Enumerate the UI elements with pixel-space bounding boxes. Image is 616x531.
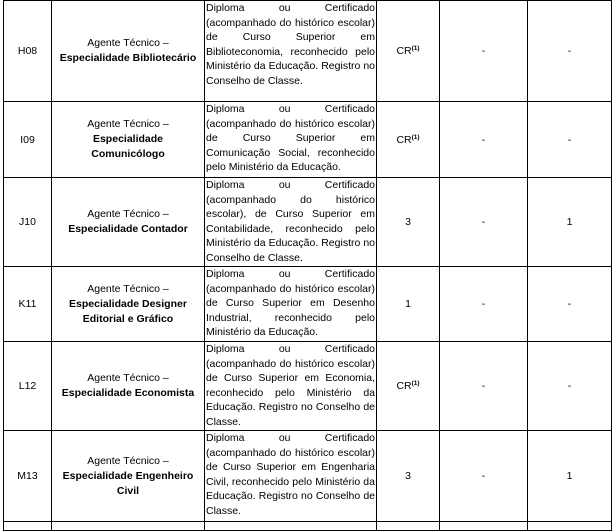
vacancies-pcd: - xyxy=(440,178,528,267)
vacancies-pcd: - xyxy=(440,1,528,102)
job-code: H08 xyxy=(4,1,52,102)
vacancies-table xyxy=(3,0,612,531)
vacancies-pcd: - xyxy=(440,431,528,522)
table-row xyxy=(4,267,612,342)
vacancies-other: 1 xyxy=(528,431,612,522)
vacancies-other: - xyxy=(528,102,612,178)
job-title: Agente Técnico – Especialidade Economista xyxy=(52,342,205,431)
vacancies-count: CR$^{(1)}$ xyxy=(377,102,440,178)
vacancies-pcd: - xyxy=(440,267,528,342)
job-title: Agente Técnico – Especialidade Contador xyxy=(52,178,205,267)
job-requirement: Diploma ou Certificado (acompanhado do histórico escolar) de Curso Superior em Engenharia Civil, reconhecido pelo Ministério da Educação. Registro no Conselho de Classe. xyxy=(205,431,377,522)
vacancies-count: CR$^{(1)}$ xyxy=(377,1,440,102)
job-requirement: Diploma ou Certificado (acompanhado do histórico escolar) de Curso Superior em Desenho Industrial, reconhecido pelo Ministério da Educação. xyxy=(205,267,377,342)
job-code: J10 xyxy=(4,178,52,267)
job-code: K11 xyxy=(4,267,52,342)
vacancies-pcd: - xyxy=(440,102,528,178)
job-title: Agente Técnico – Especialidade Engenheiro Civil xyxy=(52,431,205,522)
job-code: M13 xyxy=(4,431,52,522)
table-row xyxy=(4,102,612,178)
job-requirement: Diploma ou Certificado (acompanhado do histórico escolar) de Curso Superior em Economia, reconhecido pelo Ministério da Educação. Registro no Conselho de Classe. xyxy=(205,342,377,431)
job-title: Agente Técnico – Especialidade Comunicólogo xyxy=(52,102,205,178)
vacancies-count: CR$^{(1)}$ xyxy=(377,342,440,431)
vacancies-other: - xyxy=(528,1,612,102)
table-row xyxy=(4,1,612,102)
job-requirement: Diploma ou Certificado (acompanhado do histórico escolar) de Curso Superior em Comunicação Social, reconhecido pelo Ministério da Educação. xyxy=(205,102,377,178)
vacancies-other: - xyxy=(528,342,612,431)
job-requirement: Diploma ou Certificado (acompanhado do histórico escolar) de Curso Superior em Biblioteconomia, reconhecido pelo Ministério da Educação. Registro no Conselho de Classe. xyxy=(205,1,377,102)
table-row xyxy=(4,431,612,522)
vacancies-other: 1 xyxy=(528,178,612,267)
job-code: I09 xyxy=(4,102,52,178)
table-row xyxy=(4,178,612,267)
job-title: Agente Técnico – Especialidade Bibliotecário xyxy=(52,1,205,102)
vacancies-pcd: - xyxy=(440,342,528,431)
vacancies-other: - xyxy=(528,267,612,342)
job-requirement: Diploma ou Certificado (acompanhado do histórico escolar), de Curso Superior em Contabilidade, reconhecido pelo Ministério da Educação. Registro no Conselho de Classe. xyxy=(205,178,377,267)
table-row-partial xyxy=(4,522,612,531)
table-row xyxy=(4,342,612,431)
job-title: Agente Técnico – Especialidade Designer Editorial e Gráfico xyxy=(52,267,205,342)
vacancies-count: 1 xyxy=(377,267,440,342)
vacancies-count: 3 xyxy=(377,431,440,522)
vacancies-count: 3 xyxy=(377,178,440,267)
job-code: L12 xyxy=(4,342,52,431)
